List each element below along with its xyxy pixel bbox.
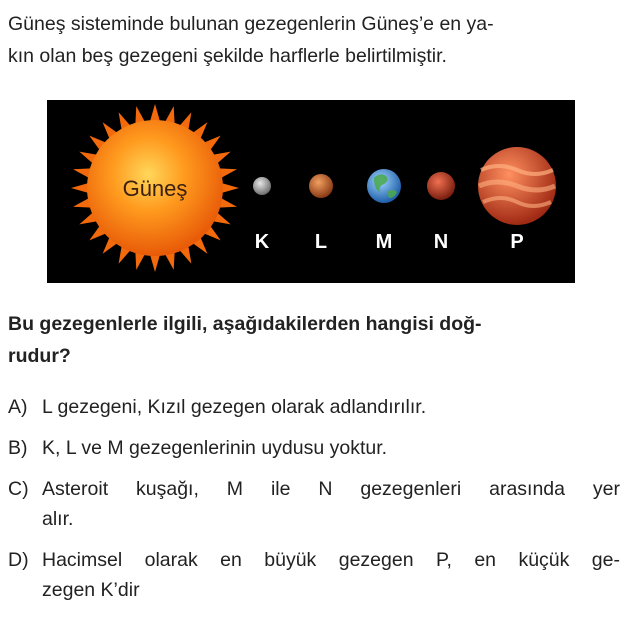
intro-line-2: kın olan beş gezegeni şekilde harflerle belirtilmiştir.	[8, 45, 447, 67]
solar-system-illustration	[47, 100, 575, 283]
planet-n	[427, 172, 455, 253]
planet-l	[309, 174, 333, 253]
question-line-1: Bu gezegenlerle ilgili, aşağıdakilerden hangisi doğ-	[8, 313, 482, 335]
planet-l-label: L	[314, 231, 328, 253]
option-c-letter: C)	[8, 478, 29, 500]
sun	[71, 104, 239, 272]
option-d-line-1: Hacimsel olarak en büyük gezegen P, en küçük ge-	[42, 549, 620, 571]
planet-k-label: K	[254, 231, 270, 253]
planet-m-disc	[367, 169, 401, 203]
option-a-letter: A)	[8, 396, 28, 418]
option-c-text	[42, 474, 620, 534]
question-line-2: rudur?	[8, 345, 71, 367]
option-c-line-2: alır.	[42, 508, 74, 530]
option-b-line-1: K, L ve M gezegenlerinin uydusu yoktur.	[42, 437, 388, 459]
option-b-text	[42, 433, 620, 463]
planet-m	[367, 169, 401, 253]
option-b[interactable]	[8, 433, 620, 463]
option-a-line-1: L gezegeni, Kızıl gezegen olarak adlandırılır.	[42, 396, 427, 418]
question-text	[8, 308, 620, 372]
option-d[interactable]	[8, 545, 620, 605]
sun-label: Güneş	[122, 176, 188, 201]
planet-n-disc	[427, 172, 455, 200]
planet-k-disc	[253, 177, 271, 195]
planet-n-label: N	[433, 231, 449, 253]
planet-l-disc	[309, 174, 333, 198]
answer-options	[8, 392, 620, 616]
option-d-letter: D)	[8, 549, 29, 571]
planet-k	[253, 177, 271, 253]
intro-text	[8, 8, 618, 72]
option-a-text	[42, 392, 620, 422]
option-c[interactable]	[8, 474, 620, 534]
solar-system-figure	[47, 100, 575, 283]
option-c-line-1: Asteroit kuşağı, M ile N gezegenleri arasında yer	[42, 478, 620, 500]
intro-line-1: Güneş sisteminde bulunan gezegenlerin Güneş’e en ya-	[8, 13, 494, 35]
planet-p	[478, 147, 556, 253]
planet-m-label: M	[375, 231, 393, 253]
option-d-text	[42, 545, 620, 605]
option-b-letter: B)	[8, 437, 28, 459]
option-a[interactable]	[8, 392, 620, 422]
option-d-line-2: zegen K’dir	[42, 579, 140, 601]
planet-p-label: P	[510, 231, 524, 253]
